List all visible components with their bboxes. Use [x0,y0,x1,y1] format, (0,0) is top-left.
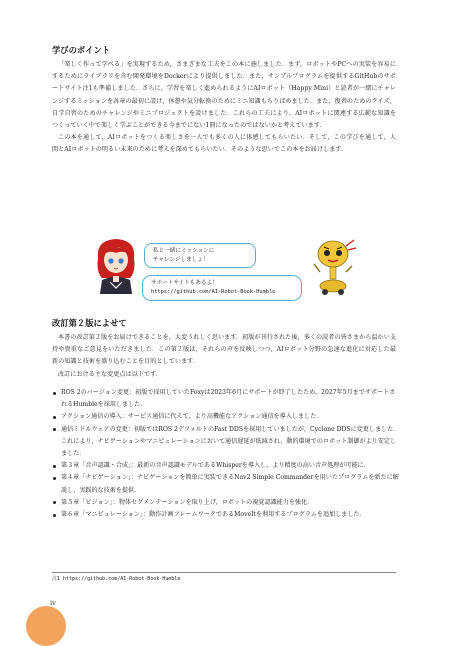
bubble-text: 私と一緒にミッションに [153,248,215,254]
bullet-icon [53,465,56,468]
speech-bubble-robot [142,275,302,301]
bullet-icon [53,514,56,517]
list-item-text: 第４章「ナビゲーション」：ナビゲーションを簡単に実装できるNav2 Simple Commanderを用いたプログラムを新たに解説し，実践的な技術を提供． [61,474,399,494]
list-item [52,472,400,496]
list-item-text: 第６章「マニピュレーション」：動作計画フレームワークであるMoveItを利用するプログラムを追加しました． [61,511,366,519]
support-site-url: https://github.com/AI-Robot-Book-Humble [151,289,276,295]
speech-bubble-girl [144,243,256,268]
footnote-divider [52,572,396,573]
paragraph: 本書の改訂第２版をお届けできることを，大変うれしく思います．初版が刊行された後，多くの読者の皆さまから温かい支持や貴重なご意見をいただきました．この第２版は，それらの声を反映しつつ，AIロボット分野の急速な進化に対応した最新の知識と技術を盛り込むことを目的としています． [52,334,396,366]
bullet-icon [53,416,56,419]
bubble-text: チャレンジしましょ！ [153,257,209,263]
section-body-second-edition [52,332,396,381]
footnote: 注1 https://github.com/AI-Robot-Book-Humble [52,576,181,582]
bullet-icon [53,428,56,431]
robot-character [308,236,358,298]
paragraph: 「楽しく作って学べる」を実現するため，さまざまな工夫をこの本に施しました．まず，ロボットやPCへの実装を容易にするためにライブラリを含む開発環境をDockerにより提供しました．また，サンプルプログラムを提供するGitHubのサポートサイト注1も準備しました．さらに，学習を楽しく進められるようにAIロボット（Happy Mini）と読者が一緒にチャレンジするミッションを各章の最初に設け，休憩や気分転換のためにミニ知識もちりばめました．また，復習のためのクイズ，自学自習のためのチャレンジやミニプロジェクトを設けました．これらの工夫により，AIロボットに関連する広範な知識をつくっていく中で楽しく学ぶことができる今までにない1冊になったのではないかと考えています． [52,61,396,130]
list-item-text: アクション通信の導入：サービス通信に代えて，より高機能なアクション通信を導入しました． [61,413,323,421]
page-number: iv [50,599,56,607]
bubble-text: サポートサイトもあるよ！ [151,280,218,286]
change-list [52,387,400,521]
list-item-text: 第５章「ビジョン」：物体セグメンテーションを取り上げ，ロボットの視覚認識能力を強化． [61,498,314,506]
list-item [52,424,400,461]
bullet-icon [53,501,56,504]
section-heading-learning-points: 学びのポイント [52,45,111,55]
list-item-text: 通信ミドルウェアの変更：初版ではROS 2デフォルトのFast DDSを採用していましたが，Cyclone DDSに変更しました．これにより，ナビゲーションやマニピュレーションにおいて通信遅延が低減され，動的環境でのロボット制御がより安定しました． [61,425,400,458]
section-body-learning-points [52,59,396,157]
list-item [52,411,400,423]
list-item [52,387,400,411]
bullet-icon [53,477,56,480]
list-item-text: 第３章「音声認識・合成」：最新の音声認識モデルであるWhisperを導入し，より精度の高い音声処理が可能に． [61,462,370,470]
list-item-text: ROS 2のバージョン変更：初版で採用していたFoxyは2023年6月にサポートが終了したため，2027年5月までサポートされるHumbleを採用しました． [61,389,396,409]
section-heading-second-edition: 改訂第２版によせて [52,318,127,328]
bullet-icon [53,392,56,395]
paragraph: 改訂における主な変更点は以下です． [58,370,162,378]
list-item [52,497,400,509]
anime-girl-character [92,236,140,294]
paragraph: この本を通して，AIロボットをつくる楽しさを一人でも多くの人に体感してもらいたい．そして，この学びを通して，人間とAIロボットの明るい未来のために考えを深めてもらいたい．そのような思いでこの本をお届けします． [52,134,396,154]
list-item [52,460,400,472]
list-item [52,509,400,521]
page-tab-decoration [26,606,66,646]
